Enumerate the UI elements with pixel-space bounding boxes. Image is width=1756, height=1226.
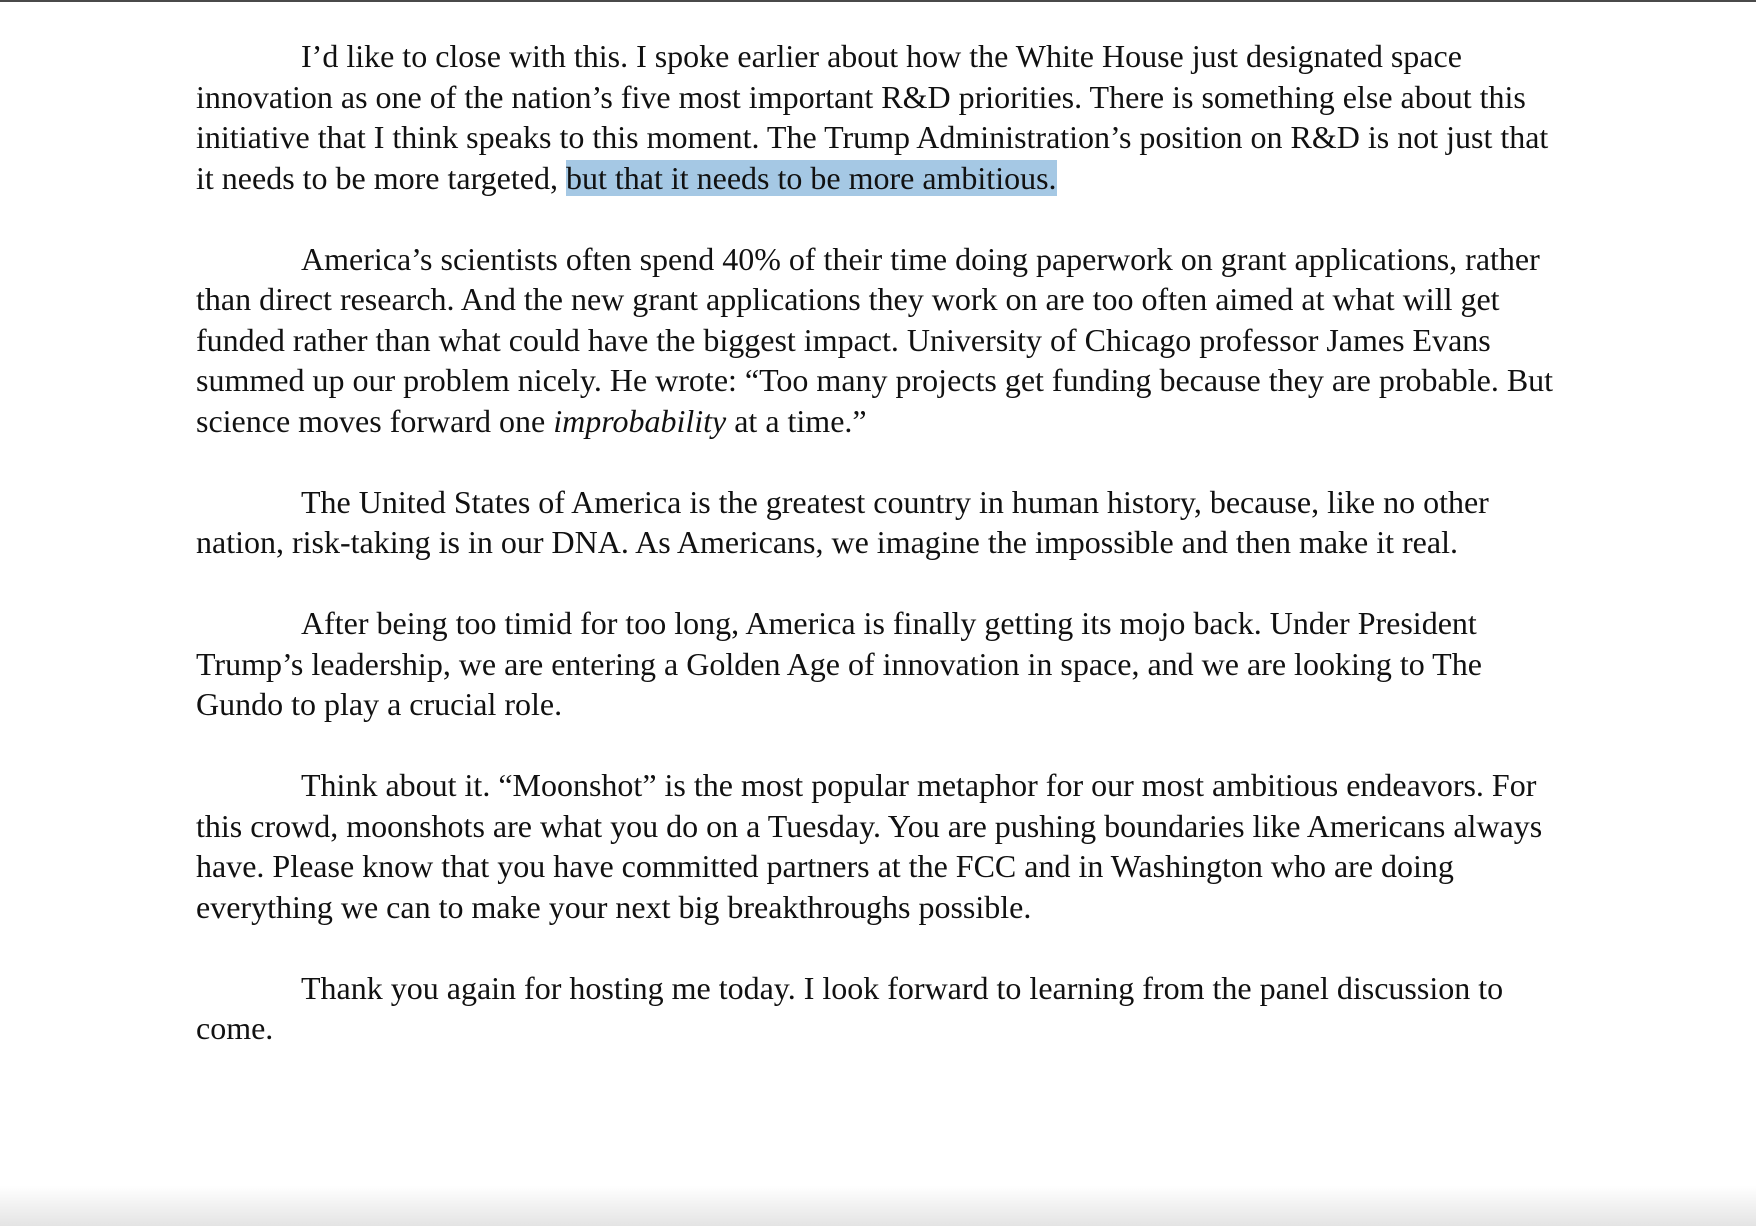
paragraph-moonshot[interactable] bbox=[196, 765, 1564, 927]
paragraph-closing-remarks[interactable] bbox=[196, 36, 1564, 198]
paragraph-thank-you[interactable] bbox=[196, 968, 1564, 1049]
paragraph-text: at a time.” bbox=[726, 402, 867, 439]
paragraph-text: Think about it. “Moonshot” is the most popular metaphor for our most ambitious endeavors. For this crowd, moonshots are what you do on a Tuesday. You are pushing boundaries like Americans always have. Please know that you have committed partners at the FCC and in Washington who are doing everything we can to make your next big breakthroughs possible. bbox=[196, 767, 1543, 925]
document-page bbox=[0, 2, 1756, 1226]
italic-emphasis: improbability bbox=[553, 402, 727, 439]
paragraph-mojo-back[interactable] bbox=[196, 603, 1564, 725]
paragraph-text: I’d like to close with this. I spoke earlier about how the White House just designated space innovation as one of the nation’s five most important R&D priorities. There is something else about this initiative that I think speaks to this moment. The Trump Administration’s position on R&D is not just that it needs to be more targeted, bbox=[196, 38, 1549, 196]
selected-text-highlight[interactable]: but that it needs to be more ambitious. bbox=[565, 159, 1057, 196]
paragraph-text: Thank you again for hosting me today. I look forward to learning from the panel discussion to come. bbox=[196, 969, 1504, 1046]
paragraph-text: After being too timid for too long, America is finally getting its mojo back. Under President Trump’s leadership, we are entering a Golden Age of innovation in space, and we are looking to The Gundo to play a crucial role. bbox=[196, 605, 1482, 722]
paragraph-text: America’s scientists often spend 40% of their time doing paperwork on grant applications, rather than direct research. And the new grant applications they work on are too often aimed at what will get funded rather than what could have the biggest impact. University of Chicago professor James Evans summed up our problem nicely. He wrote: “Too many projects get funding because they are probable. But science moves forward one bbox=[196, 240, 1554, 439]
paragraph-text: The United States of America is the greatest country in human history, because, like no other nation, risk-taking is in our DNA. As Americans, we imagine the impossible and then make it real. bbox=[196, 483, 1489, 560]
paragraph-greatest-country[interactable] bbox=[196, 482, 1564, 563]
paragraph-scientists-paperwork[interactable] bbox=[196, 239, 1564, 442]
document-body[interactable] bbox=[196, 36, 1564, 1089]
